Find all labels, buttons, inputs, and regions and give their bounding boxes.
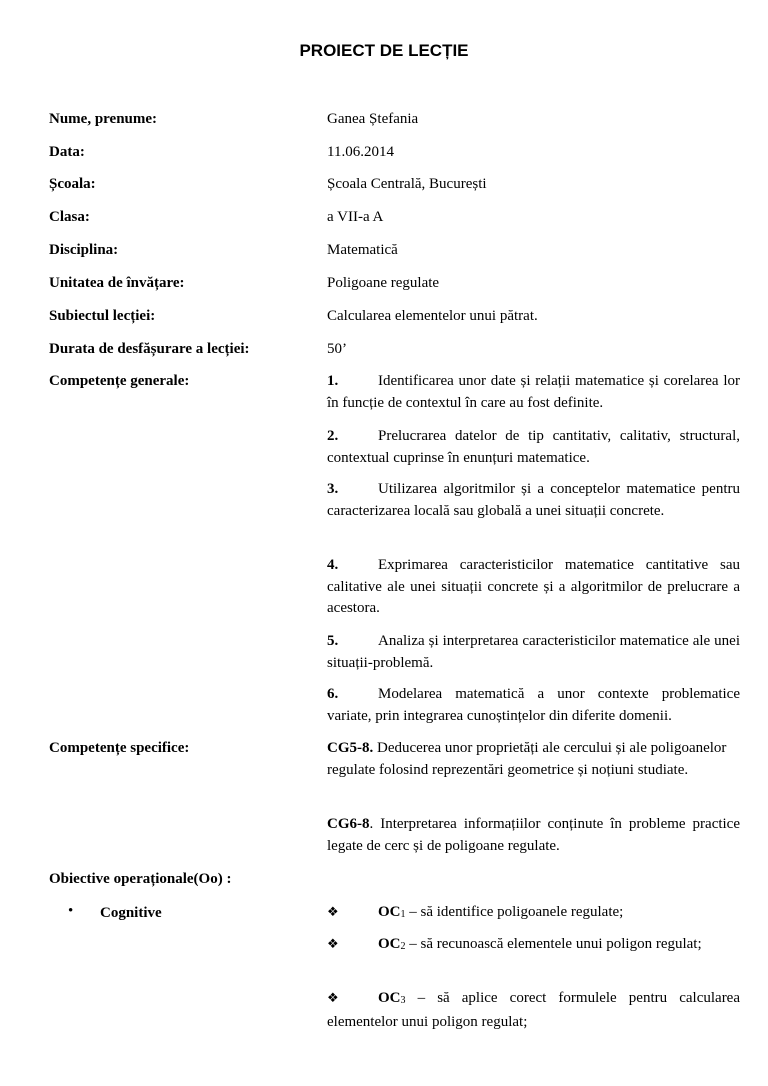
field-label-unit: Unitatea de învățare: (49, 275, 185, 291)
general-competence-6 (327, 684, 740, 727)
objectives-label: Obiective operaționale(Oo) : (49, 871, 232, 887)
objective-code: OC (378, 990, 401, 1006)
field-value-class: a VII-a A (327, 209, 384, 225)
objective-text: – să identifice poligoanele regulate; (405, 904, 624, 920)
competence-number: 5. (327, 633, 339, 649)
competence-text: Prelucrarea datelor de tip cantitativ, calitativ, structural, contextual cuprinse în enunțuri matematice. (327, 428, 740, 466)
diamond-bullet-icon: ❖ (327, 991, 339, 1006)
field-value-date: 11.06.2014 (327, 144, 394, 160)
competence-number: 2. (327, 428, 339, 444)
objective-oc2 (327, 934, 740, 958)
competence-number: 3. (327, 481, 339, 497)
field-value-discipline: Matematică (327, 242, 398, 258)
general-competence-2 (327, 426, 740, 469)
diamond-bullet-icon: ❖ (327, 937, 339, 952)
field-label-school: Școala: (49, 176, 96, 192)
page-title: PROIECT DE LECȚIE (299, 41, 469, 60)
competence-text: Modelarea matematică a unor contexte problematice variate, prin integrarea cunoștințelor din diferite domenii. (327, 686, 740, 724)
field-value-unit: Poligoane regulate (327, 275, 440, 291)
objective-oc1 (327, 902, 740, 926)
general-competence-4 (327, 555, 740, 620)
objective-category: Cognitive (100, 905, 162, 921)
specific-competences-label: Competențe specifice: (49, 740, 190, 756)
competence-text: Exprimarea caracteristicilor matematice cantitative sau calitative ale unei situații concrete și a algoritmilor de prelucrare a acestora. (327, 557, 740, 616)
field-label-discipline: Disciplina: (49, 242, 119, 258)
objective-subscript: 1 (400, 909, 406, 920)
bullet-icon: • (68, 903, 74, 919)
competence-code: CG6-8 (327, 816, 370, 832)
objective-oc3 (327, 988, 740, 1033)
competence-number: 1. (327, 373, 339, 389)
field-label-date: Data: (49, 144, 85, 160)
field-value-name: Ganea Ștefania (327, 111, 419, 127)
competence-text: Analiza și interpretarea caracteristicilor matematice ale unei situații-problemă. (327, 633, 740, 671)
general-competences-label: Competențe generale: (49, 373, 190, 389)
field-value-subject: Calcularea elementelor unui pătrat. (327, 308, 538, 324)
competence-text: Identificarea unor date și relații matematice și corelarea lor în funcție de contextul în care au fost definite. (327, 373, 740, 411)
specific-competence-1 (327, 738, 740, 781)
objective-code: OC (378, 904, 401, 920)
objective-text: – să aplice corect formulele pentru calcularea elementelor unui poligon regulat; (327, 990, 740, 1030)
objective-subscript: 3 (400, 995, 406, 1006)
diamond-bullet-icon: ❖ (327, 905, 339, 920)
general-competence-3 (327, 479, 740, 522)
competence-text: Utilizarea algoritmilor și a conceptelor matematice pentru caracterizarea locală sau globală a unei situații concrete. (327, 481, 740, 519)
field-label-class: Clasa: (49, 209, 90, 225)
competence-code: CG5-8. (327, 740, 374, 756)
field-label-name: Nume, prenume: (49, 111, 158, 127)
competence-number: 4. (327, 557, 339, 573)
competence-text: . Interpretarea informațiilor conținute în probleme practice legate de cerc și de poligoane regulate. (327, 816, 740, 854)
field-label-duration: Durata de desfășurare a lecției: (49, 341, 250, 357)
objective-text: – să recunoască elementele unui poligon regulat; (405, 936, 702, 952)
field-value-school: Școala Centrală, București (327, 176, 487, 192)
competence-text: Deducerea unor proprietăți ale cercului și ale poligoanelor regulate folosind reprezentări geometrice și noțiuni studiate. (327, 740, 727, 778)
objective-subscript: 2 (400, 941, 406, 952)
specific-competence-2 (327, 814, 740, 857)
field-label-subject: Subiectul lecției: (49, 308, 156, 324)
general-competence-5 (327, 631, 740, 674)
field-value-duration: 50’ (327, 341, 347, 357)
competence-number: 6. (327, 686, 339, 702)
general-competence-1 (327, 371, 740, 414)
objective-code: OC (378, 936, 401, 952)
